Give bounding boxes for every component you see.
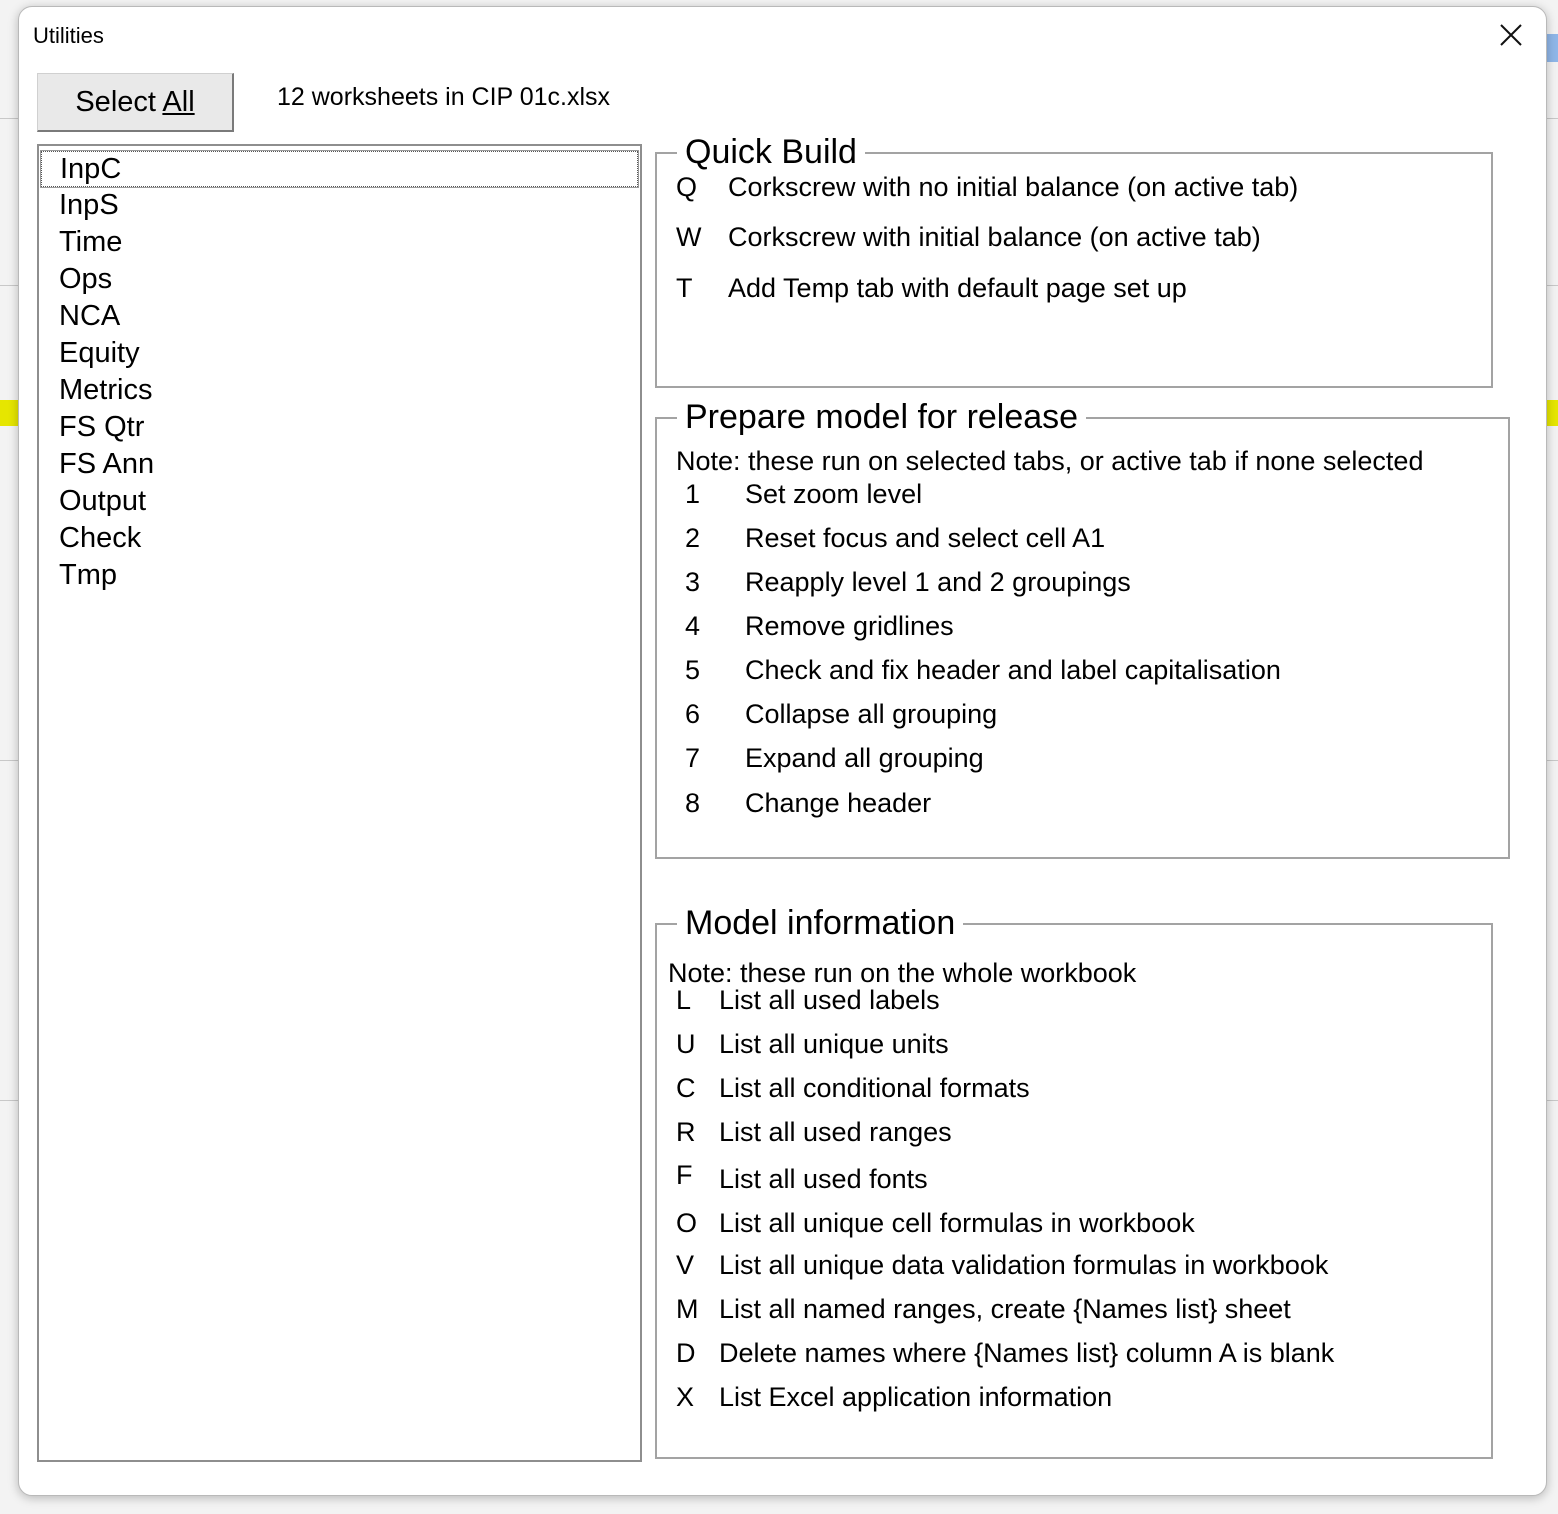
shortcut-key: C — [676, 1073, 696, 1103]
worksheet-item[interactable]: Check — [59, 522, 142, 554]
action-item[interactable]: List all used ranges — [719, 1117, 952, 1147]
worksheet-item[interactable]: FS Ann — [59, 448, 155, 480]
shortcut-key: 6 — [685, 699, 701, 729]
action-item[interactable]: List all unique data validation formulas in workbook — [719, 1250, 1329, 1280]
utilities-dialog — [18, 6, 1547, 1496]
model-info-group — [655, 904, 1493, 1459]
worksheet-item[interactable]: Tmp — [59, 559, 117, 591]
quick-build-group — [655, 133, 1493, 388]
action-item[interactable]: Collapse all grouping — [745, 699, 998, 729]
action-item[interactable]: Remove gridlines — [745, 611, 954, 641]
action-item[interactable]: List Excel application information — [719, 1382, 1113, 1412]
shortcut-key: R — [676, 1117, 696, 1147]
shortcut-key: X — [676, 1382, 695, 1412]
worksheet-item[interactable]: FS Qtr — [59, 411, 145, 443]
action-item[interactable]: Add Temp tab with default page set up — [728, 273, 1187, 303]
shortcut-key: 1 — [685, 479, 701, 509]
action-item[interactable]: Corkscrew with initial balance (on active tab) — [728, 222, 1261, 252]
shortcut-key: L — [676, 985, 692, 1015]
shortcut-key: 2 — [685, 523, 701, 553]
worksheet-item[interactable]: Time — [59, 226, 123, 258]
shortcut-key: U — [676, 1029, 696, 1059]
action-item[interactable]: Delete names where {Names list} column A is blank — [719, 1338, 1335, 1368]
shortcut-key: 5 — [685, 655, 701, 685]
model-info-note: Note: these run on the whole workbook — [668, 958, 1137, 988]
model-info-title: Model information — [677, 901, 963, 945]
prepare-title: Prepare model for release — [677, 395, 1086, 439]
action-item[interactable]: Reset focus and select cell A1 — [745, 523, 1106, 553]
worksheet-listbox[interactable] — [37, 144, 642, 1462]
action-item[interactable]: List all named ranges, create {Names list} sheet — [719, 1294, 1291, 1324]
shortcut-key: W — [676, 222, 702, 252]
worksheet-item[interactable]: Output — [59, 485, 147, 517]
worksheet-item[interactable]: InpS — [59, 189, 119, 221]
close-button[interactable] — [1497, 21, 1525, 49]
action-item[interactable]: List all conditional formats — [719, 1073, 1030, 1103]
prepare-note: Note: these run on selected tabs, or active tab if none selected — [676, 446, 1424, 476]
action-item[interactable]: Change header — [745, 788, 932, 818]
action-item[interactable]: List all unique cell formulas in workbook — [719, 1208, 1195, 1238]
shortcut-key: F — [676, 1160, 693, 1190]
shortcut-key: 3 — [685, 567, 701, 597]
worksheet-item[interactable]: NCA — [59, 300, 121, 332]
action-item[interactable]: Check and fix header and label capitalisation — [745, 655, 1281, 685]
shortcut-key: M — [676, 1294, 699, 1324]
worksheet-item[interactable]: Equity — [59, 337, 140, 369]
action-item[interactable]: List all used labels — [719, 985, 940, 1015]
prepare-group — [655, 398, 1510, 859]
shortcut-key: 7 — [685, 743, 701, 773]
shortcut-key: O — [676, 1208, 698, 1238]
close-icon — [1497, 21, 1525, 49]
action-item[interactable]: Expand all grouping — [745, 743, 984, 773]
action-item[interactable]: List all used fonts — [719, 1164, 928, 1194]
shortcut-key: 4 — [685, 611, 701, 641]
dialog-title: Utilities — [33, 23, 104, 48]
shortcut-key: T — [676, 273, 693, 303]
quick-build-title: Quick Build — [677, 130, 865, 174]
shortcut-key: Q — [676, 172, 698, 202]
select-all-button[interactable] — [37, 73, 234, 132]
worksheet-item[interactable]: InpC — [40, 150, 639, 188]
select-all-label: Select All — [75, 85, 195, 118]
action-item[interactable]: Reapply level 1 and 2 groupings — [745, 567, 1131, 597]
action-item[interactable]: Set zoom level — [745, 479, 923, 509]
shortcut-key: 8 — [685, 788, 701, 818]
worksheet-item[interactable]: Ops — [59, 263, 113, 295]
action-item[interactable]: Corkscrew with no initial balance (on active tab) — [728, 172, 1299, 202]
worksheet-item[interactable]: Metrics — [59, 374, 153, 406]
worksheet-count: 12 worksheets in CIP 01c.xlsx — [277, 83, 611, 111]
highlighted-cell — [0, 400, 20, 426]
shortcut-key: D — [676, 1338, 696, 1368]
action-item[interactable]: List all unique units — [719, 1029, 949, 1059]
shortcut-key: V — [676, 1250, 695, 1280]
